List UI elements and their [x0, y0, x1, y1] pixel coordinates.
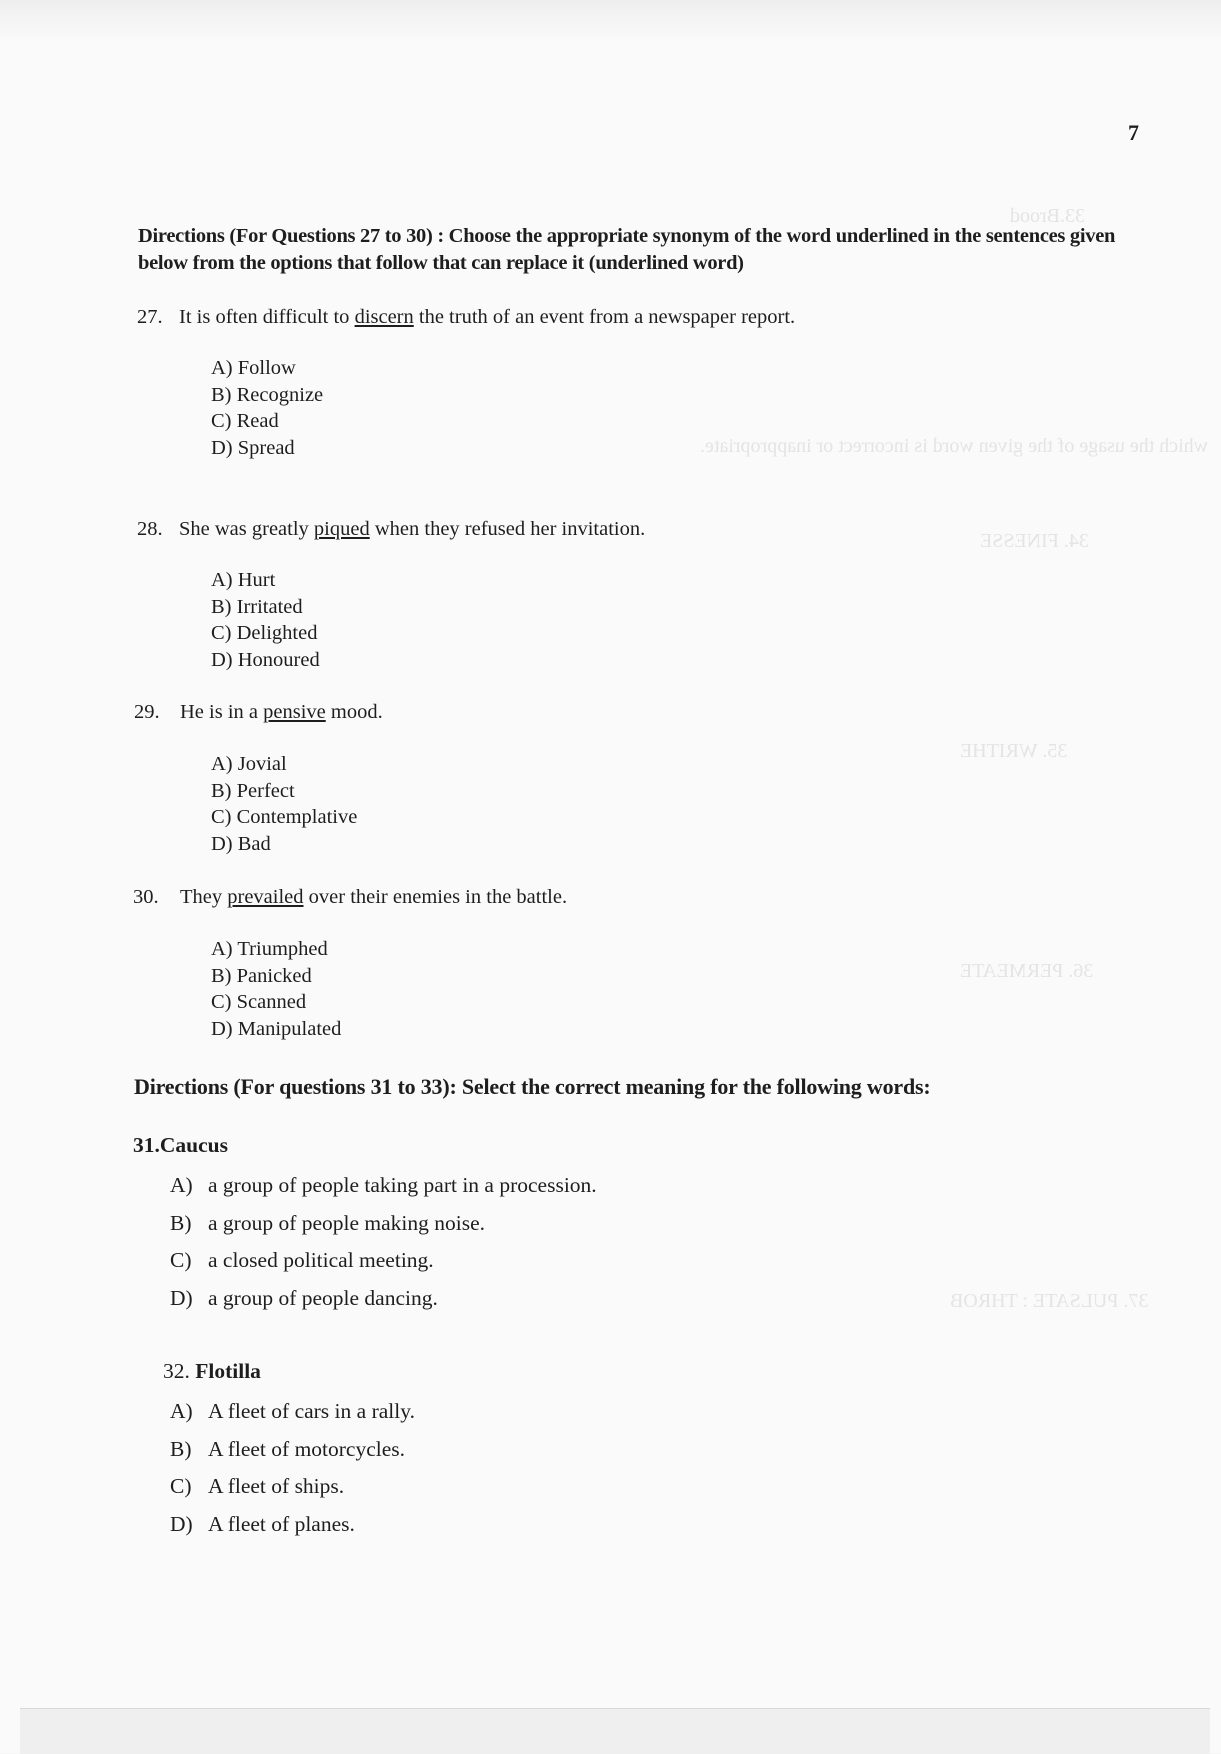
bleed-through-text: 33.Brood [1010, 205, 1085, 227]
option-a: A) Triumphed [211, 938, 328, 960]
option-c: C) a closed political meeting. [170, 1248, 434, 1272]
scan-top-edge [0, 0, 1221, 40]
option-c: C) A fleet of ships. [170, 1474, 345, 1498]
bleed-through-text: 35. WRITHE [960, 740, 1068, 762]
bleed-through-text: 34. FINESSE [980, 530, 1089, 552]
option-b: B) Perfect [211, 779, 295, 802]
option-d: D) Bad [211, 832, 271, 855]
option-b: B) A fleet of motorcycles. [170, 1436, 406, 1461]
options-32 [170, 1393, 415, 1543]
question-word: Caucus [159, 1133, 228, 1157]
option-d: D) Honoured [211, 648, 320, 671]
underlined-word: prevailed [227, 886, 304, 908]
option-c: C) Contemplative [211, 806, 358, 828]
question-30: 30. They prevailed over their enemies in the battle. [133, 886, 568, 908]
option-d: D) Manipulated [211, 1017, 342, 1040]
scan-bottom-edge [20, 1708, 1210, 1754]
option-b: B) Recognize [211, 383, 324, 406]
option-c: C) Delighted [211, 622, 318, 644]
options-28 [211, 567, 320, 673]
option-d: D) Spread [211, 436, 295, 459]
option-a: A) Hurt [211, 569, 276, 591]
option-b: B) Irritated [211, 595, 303, 618]
question-31: 31.Caucus [133, 1133, 228, 1157]
page-number: 7 [1128, 120, 1139, 145]
question-28: 28. She was greatly piqued when they refused her invitation. [137, 518, 646, 540]
directions-27-30: Directions (For Questions 27 to 30) : Choose the appropriate synonym of the word underlined in the sentences given below from the options that follow that can replace it (underlined word) [138, 225, 1116, 274]
option-b: B) Panicked [211, 964, 312, 987]
options-27 [211, 355, 323, 461]
option-a: A) Follow [211, 357, 296, 379]
option-a: A) A fleet of cars in a rally. [170, 1399, 415, 1423]
bleed-through-text: which the usage of the given word is incorrect or inappropriate. [700, 435, 1209, 457]
bleed-through-text: 36. PERMEATE [960, 960, 1094, 982]
option-a: A) Jovial [211, 753, 287, 775]
question-word: Flotilla [195, 1359, 261, 1383]
option-d: D) A fleet of planes. [170, 1511, 355, 1536]
question-27: 27. It is often difficult to discern the truth of an event from a newspaper report. [137, 306, 796, 328]
options-30 [211, 936, 341, 1042]
option-c: C) Read [211, 410, 279, 432]
option-a: A) a group of people taking part in a procession. [170, 1173, 597, 1197]
directions-31-33: Directions (For questions 31 to 33): Select the correct meaning for the following words: [134, 1074, 931, 1099]
question-29: 29. He is in a pensive mood. [134, 701, 383, 723]
options-29 [211, 751, 357, 857]
underlined-word: discern [354, 306, 414, 328]
option-b: B) a group of people making noise. [170, 1210, 486, 1235]
option-c: C) Scanned [211, 991, 307, 1013]
option-d: D) a group of people dancing. [170, 1285, 438, 1310]
underlined-word: pensive [263, 701, 326, 723]
bleed-through-text: 37. PULSATE : THROB [950, 1290, 1149, 1312]
question-32: 32. Flotilla [163, 1359, 261, 1383]
options-31 [170, 1167, 597, 1317]
underlined-word: piqued [313, 518, 370, 540]
